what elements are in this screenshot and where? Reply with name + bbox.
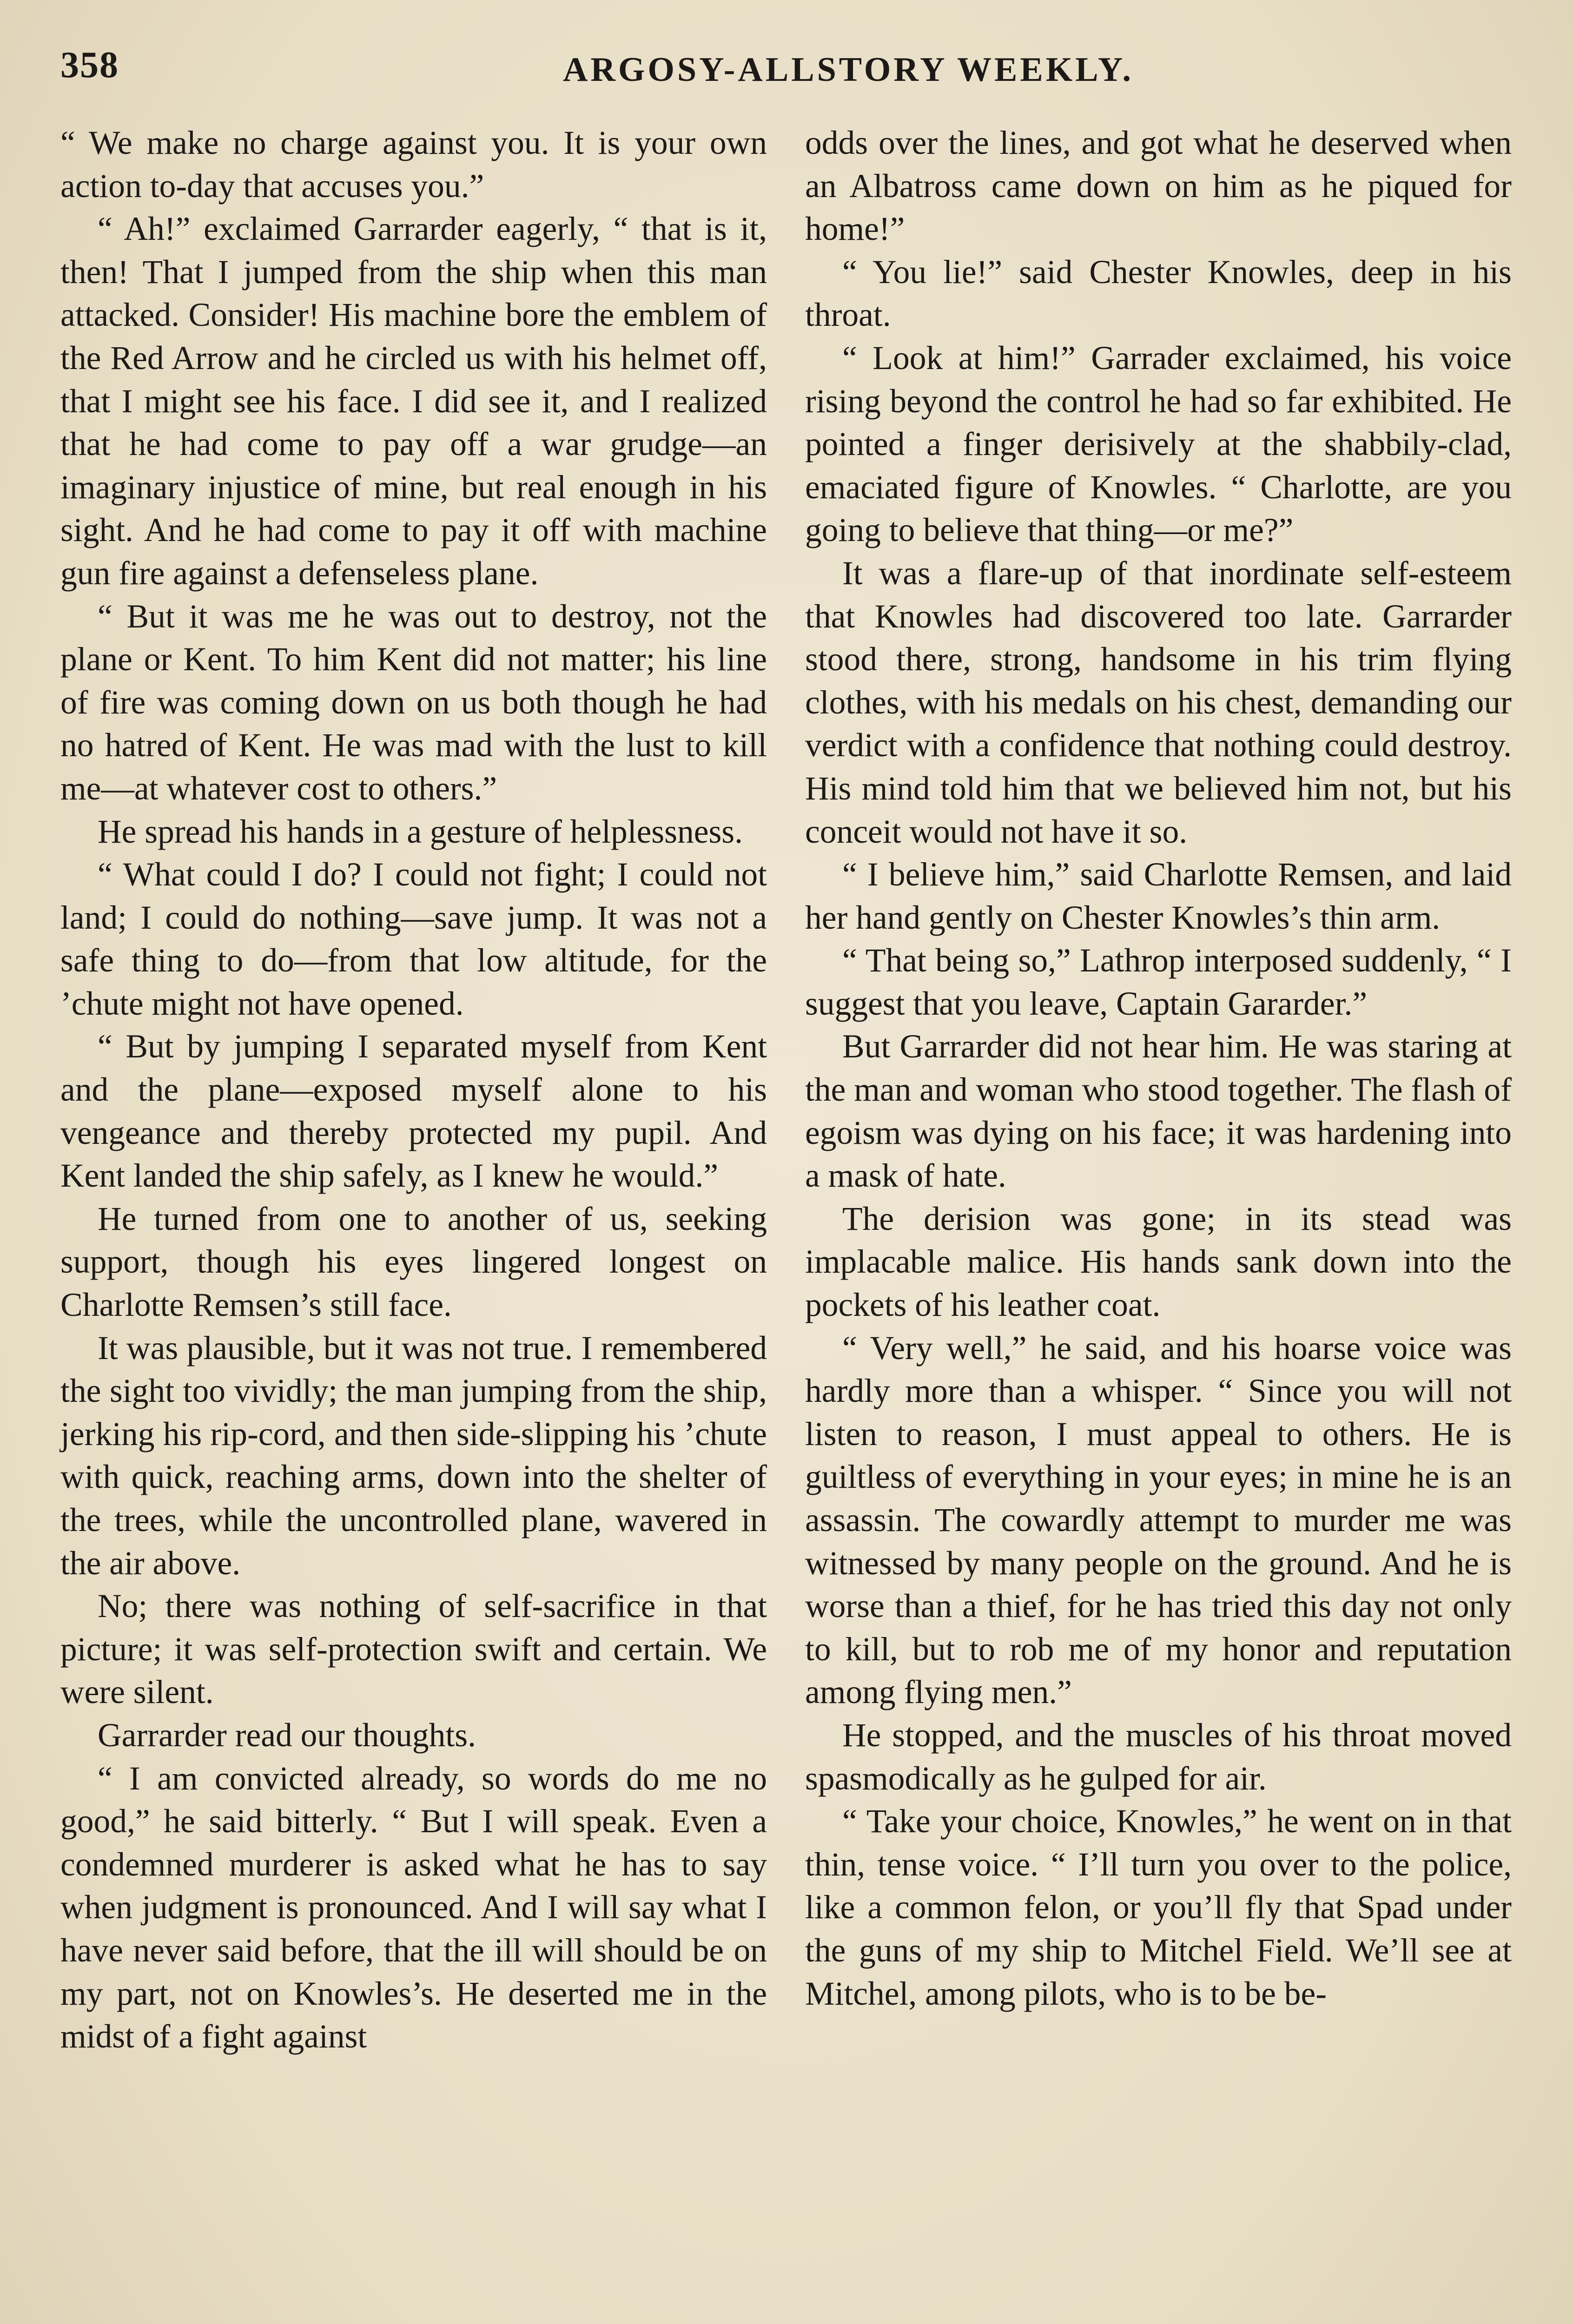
paragraph: He spread his hands in a gesture of helplessness. bbox=[98, 813, 743, 850]
left-column bbox=[60, 122, 767, 2059]
paragraph: The derision was gone; in its stead was implacable malice. His hands sank down into the pockets of his leather coat. bbox=[805, 1200, 1512, 1324]
running-head: ARGOSY-ALLSTORY WEEKLY. bbox=[562, 50, 1134, 89]
paragraph: “ Very well,” he said, and his hoarse voice was hardly more than a whisper. “ Since you will not listen to reason, I must appeal to others. He is guiltless of everything in your eyes; in mine he is an assassin. The cowardly attempt to murder me was witnessed by many people on the ground. And he is worse than a thief, for he has tried this day not only to kill, but to rob me of my honor and reputation among flying men.” bbox=[805, 1329, 1512, 1711]
paragraph: It was plausible, but it was not true. I remembered the sight too vividly; the man jumping from the ship, jerking his rip-cord, and then side-slipping his ’chute with quick, reaching arms, down into the shelter of the trees, while the uncontrolled plane, wavered in the air above. bbox=[60, 1329, 767, 1582]
paragraph: “ That being so,” Lathrop interposed suddenly, “ I suggest that you leave, Captain Gararder.” bbox=[805, 942, 1512, 1022]
paragraph: “ I am convicted already, so words do me no good,” he said bitterly. “ But I will speak. Even a condemned murderer is asked what he has to say when judgment is pronounced. And I will say what I have never said before, that the ill will should be on my part, not on Knowles’s. He deserted me in the midst of a fight against bbox=[60, 1760, 767, 2055]
paragraph: “ What could I do? I could not fight; I could not land; I could do nothing—save jump. It was not a safe thing to do—from that low altitude, for the ’chute might not have opened. bbox=[60, 856, 767, 1022]
right-column bbox=[805, 122, 1512, 2015]
paragraph: “ Look at him!” Garrader exclaimed, his voice rising beyond the control he had so far exhibited. He pointed a finger derisively at the shabbily-clad, emaciated figure of Knowles. “ Charlotte, are you going to believe that thing—or me?” bbox=[805, 339, 1512, 549]
paragraph: No; there was nothing of self-sacrifice in that picture; it was self-protection swift and certain. We were silent. bbox=[60, 1588, 767, 1711]
paragraph: “ But by jumping I separated myself from Kent and the plane—exposed myself alone to his vengeance and thereby protected my pupil. And Kent landed the ship safely, as I knew he would.” bbox=[60, 1028, 767, 1195]
paragraph: “ We make no charge against you. It is your own action to-day that accuses you.” bbox=[60, 125, 767, 205]
paragraph: “ But it was me he was out to destroy, not the plane or Kent. To him Kent did not matter; his line of fire was coming down on us both though he had no hatred of Kent. He was mad with the lust to kill me—at whatever cost to others.” bbox=[60, 598, 767, 807]
paragraph: He stopped, and the muscles of his throat moved spasmodically as he gulped for air. bbox=[805, 1717, 1512, 1797]
paragraph: odds over the lines, and got what he deserved when an Albatross came down on him as he piqued for home!” bbox=[805, 125, 1512, 248]
paragraph: Garrarder read our thoughts. bbox=[98, 1717, 476, 1754]
paragraph: He turned from one to another of us, seeking support, though his eyes lingered longest on Charlotte Remsen’s still face. bbox=[60, 1200, 767, 1324]
paragraph: But Garrarder did not hear him. He was staring at the man and woman who stood together. The flash of egoism was dying on his face; it was hardening into a mask of hate. bbox=[805, 1028, 1512, 1195]
paragraph: “ You lie!” said Chester Knowles, deep in his throat. bbox=[805, 253, 1512, 334]
paragraph: “ Ah!” exclaimed Garrarder eagerly, “ that is it, then! That I jumped from the ship when this man attacked. Consider! His machine bore the emblem of the Red Arrow and he circled us with his helmet off, that I might see his face. I did see it, and I realized that he had come to pay off a war grudge—an imaginary injustice of mine, but real enough in his sight. And he had come to pay it off with machine gun fire against a defenseless plane. bbox=[60, 211, 767, 592]
paragraph: “ I believe him,” said Charlotte Remsen, and laid her hand gently on Chester Knowles’s thin arm. bbox=[805, 856, 1512, 936]
paragraph: “ Take your choice, Knowles,” he went on in that thin, tense voice. “ I’ll turn you over to the police, like a common felon, or you’ll fly that Spad under the guns of my ship to Mitchel Field. We’ll see at Mitchel, among pilots, who is to be be- bbox=[805, 1803, 1512, 2012]
page-header bbox=[60, 44, 1515, 95]
paragraph: It was a flare-up of that inordinate self-esteem that Knowles had discovered too late. Garrarder stood there, strong, handsome in his trim flying clothes, with his medals on his chest, demanding our verdict with a confidence that nothing could destroy. His mind told him that we believed him not, but his conceit would not have it so. bbox=[805, 555, 1512, 850]
page-number: 358 bbox=[60, 45, 119, 86]
